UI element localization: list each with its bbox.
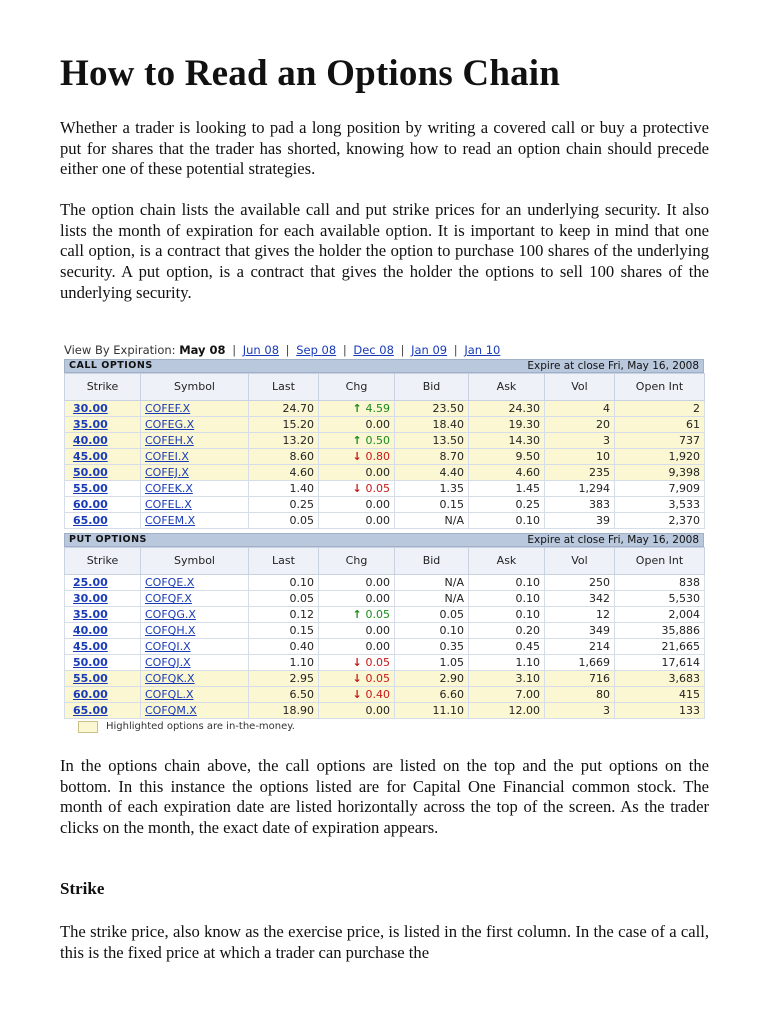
cell-symbol: [141, 623, 249, 639]
symbol-link[interactable]: COFQG.X: [145, 608, 196, 621]
strike-link[interactable]: 50.00: [73, 656, 108, 669]
cell-oi: 1,920: [615, 449, 705, 465]
itm-swatch: [78, 721, 98, 733]
cell-oi: 737: [615, 433, 705, 449]
cell-last: 0.12: [249, 607, 319, 623]
strike-paragraph: The strike price, also know as the exercise price, is listed in the first column. In the case of a call, this is the fixed price at which a trader can purchase the: [60, 922, 709, 962]
col-header-ask: Ask: [469, 548, 545, 575]
cell-strike: [65, 513, 141, 529]
put-option-row: [65, 623, 705, 639]
chg-value: 0.00: [365, 640, 390, 653]
put-option-row: [65, 639, 705, 655]
cell-chg: [319, 671, 395, 687]
chg-value: 0.80: [365, 450, 390, 463]
arrow-down-icon: ↓: [352, 450, 366, 463]
cell-strike: [65, 417, 141, 433]
put-option-row: [65, 655, 705, 671]
cell-ask: 0.10: [469, 513, 545, 529]
chg-value: 0.00: [365, 498, 390, 511]
cell-oi: 5,530: [615, 591, 705, 607]
cell-symbol: [141, 465, 249, 481]
cell-ask: 0.10: [469, 607, 545, 623]
cell-vol: 3: [545, 703, 615, 719]
cell-vol: 383: [545, 497, 615, 513]
col-header-chg: Chg: [319, 548, 395, 575]
symbol-link[interactable]: COFEH.X: [145, 434, 194, 447]
cell-oi: 35,886: [615, 623, 705, 639]
cell-vol: 12: [545, 607, 615, 623]
symbol-link[interactable]: COFEM.X: [145, 514, 196, 527]
cell-chg: [319, 497, 395, 513]
put-options-table: [64, 547, 705, 719]
cell-strike: [65, 671, 141, 687]
cell-oi: 415: [615, 687, 705, 703]
strike-link[interactable]: 65.00: [73, 704, 108, 717]
col-header-open-int: Open Int: [615, 374, 705, 401]
chg-value: 0.40: [365, 688, 390, 701]
cell-bid: 0.35: [395, 639, 469, 655]
cell-chg: [319, 687, 395, 703]
cell-vol: 10: [545, 449, 615, 465]
put-options-bar: [64, 533, 704, 547]
itm-legend: [64, 720, 704, 734]
chg-value: 0.05: [365, 672, 390, 685]
chg-value: 0.00: [365, 576, 390, 589]
strike-link[interactable]: 50.00: [73, 466, 108, 479]
cell-ask: 0.25: [469, 497, 545, 513]
cell-chg: [319, 401, 395, 417]
cell-strike: [65, 639, 141, 655]
cell-vol: 1,294: [545, 481, 615, 497]
strike-link[interactable]: 30.00: [73, 402, 108, 415]
cell-bid: 1.35: [395, 481, 469, 497]
cell-vol: 80: [545, 687, 615, 703]
call-option-row: [65, 497, 705, 513]
call-option-row: [65, 513, 705, 529]
cell-last: 15.20: [249, 417, 319, 433]
cell-symbol: [141, 703, 249, 719]
strike-link[interactable]: 35.00: [73, 608, 108, 621]
cell-last: 13.20: [249, 433, 319, 449]
cell-last: 4.60: [249, 465, 319, 481]
strike-link[interactable]: 60.00: [73, 498, 108, 511]
strike-link[interactable]: 55.00: [73, 672, 108, 685]
cell-bid: 1.05: [395, 655, 469, 671]
cell-symbol: [141, 417, 249, 433]
col-header-strike: Strike: [65, 548, 141, 575]
cell-symbol: [141, 655, 249, 671]
chg-value: 0.00: [365, 514, 390, 527]
cell-last: 0.40: [249, 639, 319, 655]
cell-bid: 6.60: [395, 687, 469, 703]
cell-vol: 235: [545, 465, 615, 481]
cell-oi: 2,004: [615, 607, 705, 623]
cell-ask: 4.60: [469, 465, 545, 481]
cell-oi: 7,909: [615, 481, 705, 497]
chg-value: 0.50: [365, 434, 390, 447]
cell-last: 1.10: [249, 655, 319, 671]
option-chain-paragraph: The option chain lists the available call and put strike prices for an underlying security. It also lists the month of expiration for each available option. It is important to keep in mind that one call option, is a contract that gives the holder the option to purchase 100 shares of the underlying security. A put option, is a contract that gives the holder the options to sell 100 shares of the underlying security.: [60, 200, 709, 302]
strike-link[interactable]: 65.00: [73, 514, 108, 527]
cell-symbol: [141, 671, 249, 687]
cell-bid: 11.10: [395, 703, 469, 719]
cell-strike: [65, 465, 141, 481]
cell-chg: [319, 513, 395, 529]
call-option-row: [65, 481, 705, 497]
cell-ask: 0.10: [469, 591, 545, 607]
cell-vol: 4: [545, 401, 615, 417]
options-chain-figure: [64, 341, 704, 734]
intro-paragraph: Whether a trader is looking to pad a long position by writing a covered call or buy a protective put for shares that the trader has shorted, knowing how to read an option chain should precede either one of these potential strategies.: [60, 118, 709, 179]
cell-vol: 342: [545, 591, 615, 607]
strike-link[interactable]: 25.00: [73, 576, 108, 589]
cell-bid: 4.40: [395, 465, 469, 481]
cell-chg: [319, 591, 395, 607]
cell-symbol: [141, 687, 249, 703]
cell-bid: N/A: [395, 575, 469, 591]
col-header-chg: Chg: [319, 374, 395, 401]
cell-strike: [65, 433, 141, 449]
cell-ask: 12.00: [469, 703, 545, 719]
cell-oi: 838: [615, 575, 705, 591]
put-expire-text: Expire at close Fri, May 16, 2008: [527, 534, 699, 546]
month-separator: |: [342, 343, 347, 357]
cell-strike: [65, 591, 141, 607]
chg-value: 0.05: [365, 656, 390, 669]
col-header-symbol: Symbol: [141, 548, 249, 575]
month-link-jan-10[interactable]: Jan 10: [464, 343, 501, 357]
cell-strike: [65, 655, 141, 671]
cell-bid: 13.50: [395, 433, 469, 449]
symbol-link[interactable]: COFQM.X: [145, 704, 197, 717]
put-header-row: [65, 548, 705, 575]
cell-ask: 19.30: [469, 417, 545, 433]
cell-chg: [319, 703, 395, 719]
cell-chg: [319, 575, 395, 591]
strike-link[interactable]: 45.00: [73, 450, 108, 463]
col-header-bid: Bid: [395, 548, 469, 575]
arrow-up-icon: ↑: [352, 608, 366, 621]
cell-vol: 1,669: [545, 655, 615, 671]
cell-last: 0.15: [249, 623, 319, 639]
cell-ask: 9.50: [469, 449, 545, 465]
cell-last: 18.90: [249, 703, 319, 719]
col-header-symbol: Symbol: [141, 374, 249, 401]
cell-oi: 2,370: [615, 513, 705, 529]
cell-strike: [65, 449, 141, 465]
month-link-dec-08[interactable]: Dec 08: [353, 343, 394, 357]
cell-strike: [65, 623, 141, 639]
chg-value: 0.05: [365, 608, 390, 621]
cell-oi: 3,533: [615, 497, 705, 513]
put-option-row: [65, 591, 705, 607]
cell-last: 24.70: [249, 401, 319, 417]
expiration-selector: [64, 341, 704, 359]
month-separator: |: [232, 343, 237, 357]
cell-last: 1.40: [249, 481, 319, 497]
cell-symbol: [141, 433, 249, 449]
col-header-bid: Bid: [395, 374, 469, 401]
symbol-link[interactable]: COFEL.X: [145, 498, 192, 511]
cell-strike: [65, 575, 141, 591]
cell-chg: [319, 623, 395, 639]
cell-last: 0.25: [249, 497, 319, 513]
cell-bid: 18.40: [395, 417, 469, 433]
col-header-ask: Ask: [469, 374, 545, 401]
symbol-link[interactable]: COFEJ.X: [145, 466, 189, 479]
symbol-link[interactable]: COFQL.X: [145, 688, 194, 701]
month-separator: |: [285, 343, 290, 357]
symbol-link[interactable]: COFQF.X: [145, 592, 192, 605]
cell-ask: 3.10: [469, 671, 545, 687]
cell-vol: 716: [545, 671, 615, 687]
call-options-title: CALL OPTIONS: [69, 360, 153, 371]
cell-last: 0.10: [249, 575, 319, 591]
arrow-down-icon: ↓: [352, 482, 366, 495]
strike-link[interactable]: 40.00: [73, 624, 108, 637]
symbol-link[interactable]: COFQK.X: [145, 672, 195, 685]
col-header-open-int: Open Int: [615, 548, 705, 575]
cell-bid: 23.50: [395, 401, 469, 417]
chain-explanation-paragraph: In the options chain above, the call options are listed on the top and the put options on the bottom. In this instance the options listed are for Capital One Financial common stock. The month of each expiration date are listed horizontally across the top of the screen. As the trader clicks on the month, the exact date of expiration appears.: [60, 756, 709, 838]
current-month: May 08: [179, 343, 226, 357]
col-header-last: Last: [249, 548, 319, 575]
cell-last: 8.60: [249, 449, 319, 465]
cell-ask: 1.10: [469, 655, 545, 671]
cell-bid: 0.05: [395, 607, 469, 623]
call-options-bar: [64, 359, 704, 373]
cell-symbol: [141, 591, 249, 607]
col-header-strike: Strike: [65, 374, 141, 401]
symbol-link[interactable]: COFEF.X: [145, 402, 191, 415]
cell-chg: [319, 417, 395, 433]
cell-ask: 0.20: [469, 623, 545, 639]
month-link-jan-09[interactable]: Jan 09: [411, 343, 448, 357]
cell-chg: [319, 449, 395, 465]
arrow-up-icon: ↑: [352, 402, 366, 415]
cell-last: 0.05: [249, 513, 319, 529]
cell-symbol: [141, 575, 249, 591]
cell-chg: [319, 639, 395, 655]
strike-link[interactable]: 60.00: [73, 688, 108, 701]
page-title: How to Read an Options Chain: [60, 53, 561, 94]
put-option-row: [65, 703, 705, 719]
cell-strike: [65, 497, 141, 513]
strike-link[interactable]: 35.00: [73, 418, 108, 431]
itm-legend-text: Highlighted options are in-the-money.: [106, 721, 295, 732]
call-option-row: [65, 465, 705, 481]
cell-symbol: [141, 513, 249, 529]
chg-value: 0.05: [365, 482, 390, 495]
cell-strike: [65, 607, 141, 623]
cell-chg: [319, 465, 395, 481]
call-option-row: [65, 401, 705, 417]
call-option-row: [65, 449, 705, 465]
cell-last: 6.50: [249, 687, 319, 703]
chg-value: 0.00: [365, 704, 390, 717]
cell-strike: [65, 481, 141, 497]
call-expire-text: Expire at close Fri, May 16, 2008: [527, 360, 699, 372]
cell-bid: 0.15: [395, 497, 469, 513]
cell-ask: 0.45: [469, 639, 545, 655]
cell-strike: [65, 703, 141, 719]
col-header-vol: Vol: [545, 548, 615, 575]
symbol-link[interactable]: COFQJ.X: [145, 656, 191, 669]
cell-bid: 2.90: [395, 671, 469, 687]
cell-oi: 3,683: [615, 671, 705, 687]
put-option-row: [65, 671, 705, 687]
cell-strike: [65, 687, 141, 703]
cell-chg: [319, 481, 395, 497]
view-by-label: View By Expiration:: [64, 343, 176, 357]
month-separator: |: [400, 343, 405, 357]
strike-link[interactable]: 30.00: [73, 592, 108, 605]
put-option-row: [65, 575, 705, 591]
cell-vol: 20: [545, 417, 615, 433]
cell-vol: 39: [545, 513, 615, 529]
strike-link[interactable]: 45.00: [73, 640, 108, 653]
chg-value: 0.00: [365, 418, 390, 431]
month-link-jun-08[interactable]: Jun 08: [242, 343, 280, 357]
cell-chg: [319, 607, 395, 623]
cell-bid: N/A: [395, 513, 469, 529]
cell-vol: 349: [545, 623, 615, 639]
cell-chg: [319, 433, 395, 449]
month-separator: |: [453, 343, 458, 357]
chg-value: 0.00: [365, 466, 390, 479]
cell-oi: 9,398: [615, 465, 705, 481]
cell-oi: 17,614: [615, 655, 705, 671]
symbol-link[interactable]: COFQI.X: [145, 640, 191, 653]
arrow-down-icon: ↓: [352, 672, 366, 685]
symbol-link[interactable]: COFEG.X: [145, 418, 195, 431]
arrow-up-icon: ↑: [352, 434, 366, 447]
cell-last: 2.95: [249, 671, 319, 687]
cell-vol: 214: [545, 639, 615, 655]
strike-link[interactable]: 55.00: [73, 482, 108, 495]
cell-ask: 1.45: [469, 481, 545, 497]
cell-bid: 8.70: [395, 449, 469, 465]
cell-oi: 133: [615, 703, 705, 719]
put-options-title: PUT OPTIONS: [69, 534, 147, 545]
cell-bid: 0.10: [395, 623, 469, 639]
cell-symbol: [141, 497, 249, 513]
strike-heading: Strike: [60, 879, 105, 898]
chg-value: 4.59: [365, 402, 390, 415]
put-option-row: [65, 687, 705, 703]
col-header-vol: Vol: [545, 374, 615, 401]
chg-value: 0.00: [365, 624, 390, 637]
cell-oi: 61: [615, 417, 705, 433]
symbol-link[interactable]: COFQE.X: [145, 576, 195, 589]
cell-vol: 3: [545, 433, 615, 449]
call-option-row: [65, 417, 705, 433]
cell-ask: 7.00: [469, 687, 545, 703]
call-header-row: [65, 374, 705, 401]
call-option-row: [65, 433, 705, 449]
symbol-link[interactable]: COFEK.X: [145, 482, 193, 495]
arrow-down-icon: ↓: [352, 688, 366, 701]
cell-symbol: [141, 481, 249, 497]
symbol-link[interactable]: COFQH.X: [145, 624, 196, 637]
symbol-link[interactable]: COFEI.X: [145, 450, 189, 463]
cell-ask: 0.10: [469, 575, 545, 591]
cell-ask: 24.30: [469, 401, 545, 417]
cell-symbol: [141, 449, 249, 465]
cell-symbol: [141, 639, 249, 655]
put-option-row: [65, 607, 705, 623]
arrow-down-icon: ↓: [352, 656, 366, 669]
month-link-sep-08[interactable]: Sep 08: [296, 343, 337, 357]
cell-ask: 14.30: [469, 433, 545, 449]
strike-link[interactable]: 40.00: [73, 434, 108, 447]
cell-oi: 2: [615, 401, 705, 417]
cell-strike: [65, 401, 141, 417]
cell-last: 0.05: [249, 591, 319, 607]
cell-symbol: [141, 607, 249, 623]
call-options-table: [64, 373, 705, 529]
chg-value: 0.00: [365, 592, 390, 605]
cell-oi: 21,665: [615, 639, 705, 655]
cell-chg: [319, 655, 395, 671]
cell-bid: N/A: [395, 591, 469, 607]
cell-vol: 250: [545, 575, 615, 591]
cell-symbol: [141, 401, 249, 417]
col-header-last: Last: [249, 374, 319, 401]
